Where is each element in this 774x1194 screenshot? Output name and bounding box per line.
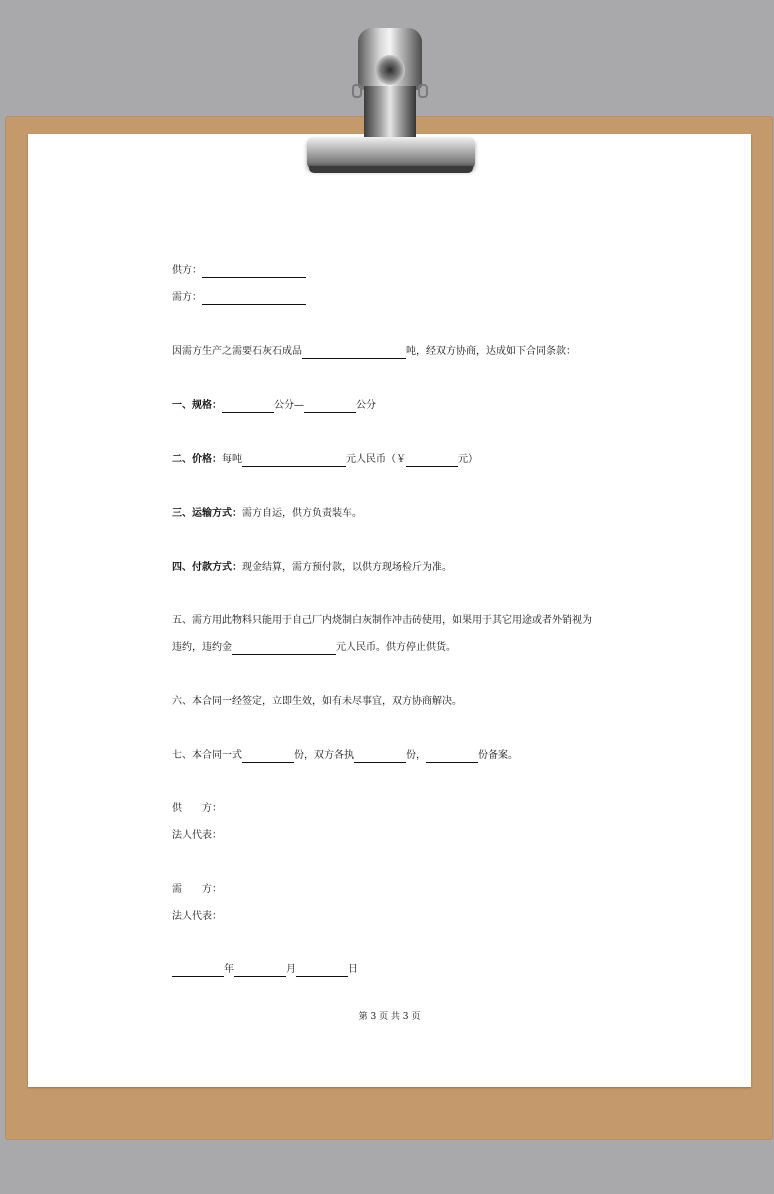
intro-prefix: 因需方生产之需要石灰石成品: [172, 346, 302, 357]
sign-buyer-rep: 法人代表：: [172, 911, 222, 922]
transport-title: 三、运输方式：: [172, 508, 242, 519]
price-prefix: 每吨: [222, 454, 242, 465]
intro-suffix: 吨，经双方协商，达成如下合同条款：: [406, 346, 576, 357]
date-line: [172, 963, 358, 977]
date-year-label: 年: [224, 964, 234, 975]
intro-line: [172, 345, 576, 359]
supplier-blank[interactable]: [202, 266, 306, 278]
spec-unit1: 公分—: [274, 400, 304, 411]
date-day-label: 日: [348, 964, 358, 975]
clause6-line: [172, 695, 462, 709]
page-footer: 第 3 页 共 3 页: [358, 1012, 421, 1022]
clause7-suffix: 份备案。: [478, 750, 518, 761]
transport-text: 需方自运，供方负责装车。: [242, 508, 362, 519]
clip-bar-edge: [309, 166, 473, 173]
buyer-line: [172, 291, 306, 305]
price-title: 二、价格：: [172, 454, 222, 465]
spec-line: [172, 399, 376, 413]
buyer-blank[interactable]: [202, 293, 306, 305]
price-blank[interactable]: [242, 455, 346, 467]
clause5-text1: 五、需方用此物料只能用于自己厂内烧制白灰制作冲击砖使用，如果用于其它用途或者外销视为: [172, 615, 592, 626]
clause7-prefix: 七、本合同一式: [172, 750, 242, 761]
buyer-label: 需方：: [172, 292, 202, 303]
sign-buyer: 需 方：: [172, 884, 222, 895]
penalty-blank[interactable]: [232, 643, 336, 655]
price-line: [172, 453, 478, 467]
copies-total-blank[interactable]: [242, 751, 294, 763]
price-suffix: 元）: [458, 454, 478, 465]
price-middle: 元人民币（￥: [346, 454, 406, 465]
clip-bar: [307, 137, 475, 169]
day-blank[interactable]: [296, 965, 348, 977]
spec-max-blank[interactable]: [304, 401, 356, 413]
clause5-line2: [172, 641, 456, 655]
copies-filed-blank[interactable]: [426, 751, 478, 763]
clause5-suffix: 元人民币。供方停止供货。: [336, 642, 456, 653]
supplier-label: 供方：: [172, 265, 202, 276]
clip-left-ear: [352, 84, 362, 98]
contract-paper: [28, 134, 751, 1087]
supplier-line: [172, 264, 306, 278]
spec-title: 一、规格：: [172, 400, 222, 411]
transport-line: [172, 507, 362, 521]
year-blank[interactable]: [172, 965, 224, 977]
clause7-mid2: 份，: [406, 750, 426, 761]
date-month-label: 月: [286, 964, 296, 975]
sign-supplier-rep: 法人代表：: [172, 830, 222, 841]
clip-hole: [375, 55, 405, 85]
clause6-text: 六、本合同一经签定，立即生效，如有未尽事宜，双方协商解决。: [172, 696, 462, 707]
copies-each-blank[interactable]: [354, 751, 406, 763]
clause5-line1: [172, 614, 592, 628]
clause7-line: [172, 749, 518, 763]
sign-supplier: 供 方：: [172, 803, 222, 814]
clip-neck: [364, 86, 416, 138]
month-blank[interactable]: [234, 965, 286, 977]
quantity-blank[interactable]: [302, 347, 406, 359]
spec-min-blank[interactable]: [222, 401, 274, 413]
spec-unit2: 公分: [356, 400, 376, 411]
price-figure-blank[interactable]: [406, 455, 458, 467]
payment-text: 现金结算，需方预付款，以供方现场检斤为准。: [242, 562, 452, 573]
payment-title: 四、付款方式：: [172, 562, 242, 573]
payment-line: [172, 561, 452, 575]
clause7-mid1: 份，双方各执: [294, 750, 354, 761]
clause5-prefix: 违约，违约金: [172, 642, 232, 653]
clip-right-ear: [418, 84, 428, 98]
